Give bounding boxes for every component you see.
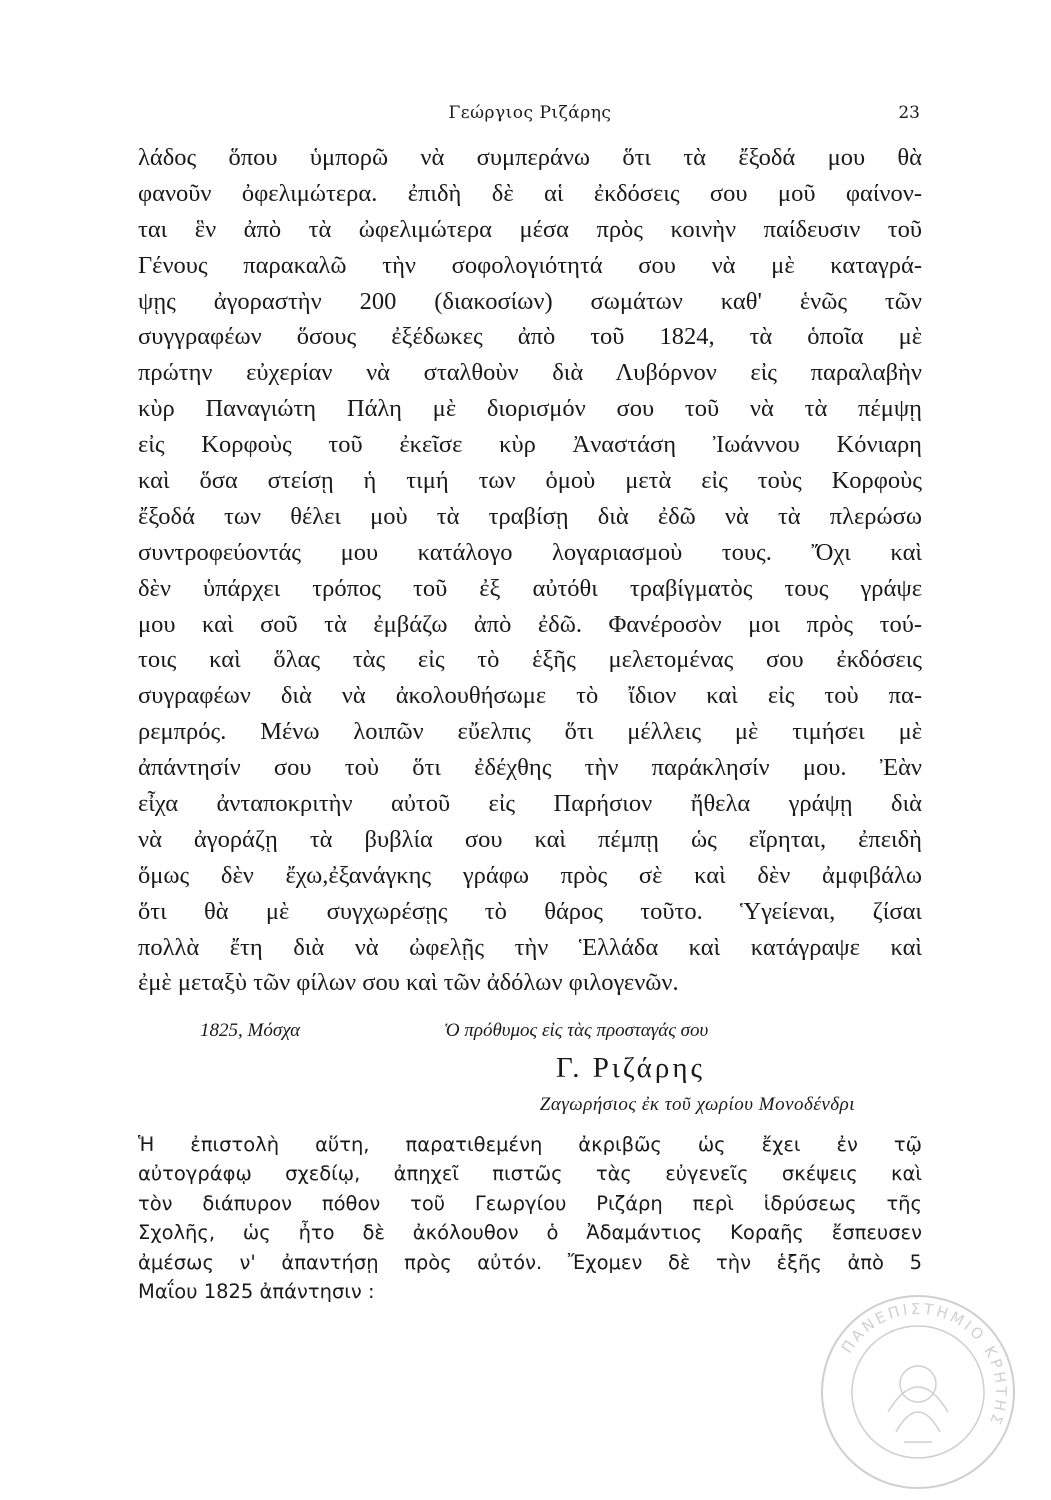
commentary-line: αὐτογράφῳ σχεδίῳ, ἀπηχεῖ πιστῶς τὰς εὐγενεῖς σκέψεις καὶ: [138, 1162, 922, 1186]
running-title: Γεώργιος Ριζάρης: [448, 103, 612, 123]
letter-line: εἰς Κορφοὺς τοῦ ἐκεῖσε κὺρ Ἀναστάση Ἰωάννου Κόνιαρη: [138, 431, 922, 459]
letter-body: [138, 140, 922, 1001]
seal-emblem: [888, 1366, 948, 1442]
letter-line: μου καὶ σοῦ τὰ ἐμβάζω ἀπὸ ἐδῶ. Φανέροσὸν μοι πρὸς τού-: [138, 610, 922, 638]
letter-line: τοις καὶ ὅλας τὰς εἰς τὸ ἑξῆς μελετομένας σου ἐκδόσεις: [138, 646, 922, 674]
seal-inner-ring: [852, 1326, 984, 1458]
commentary-line: ἀμέσως ν' ἀπαντήσῃ πρὸς αὐτόν. Ἔχομεν δὲ τὴν ἑξῆς ἀπὸ 5: [138, 1250, 922, 1274]
closing-phrase: Ὁ πρόθυμος εἰς τὰς προσταγάς σου: [444, 1020, 709, 1041]
letter-line: ἐμὲ μεταξὺ τῶν φίλων σου καὶ τῶν ἀδόλων φιλογενῶν.: [138, 969, 679, 997]
letter-line: συγγραφέων ὅσους ἐξέδωκες ἀπὸ τοῦ 1824, τὰ ὁποῖα μὲ: [138, 323, 922, 351]
seal-inscription: ΠΑΝΕΠΙΣΤΗΜΙΟ ΚΡΗΤΗΣ: [837, 1299, 1011, 1430]
date-place: 1825, Μόσχα: [200, 1020, 301, 1041]
commentary-line: Σχολῆς, ὡς ἦτο δὲ ἀκόλουθον ὁ Ἀδαμάντιος Κοραῆς ἔσπευσεν: [138, 1221, 922, 1245]
letter-line: Γένους παρακαλῶ τὴν σοφολογιότητά σου νὰ μὲ καταγρά-: [138, 251, 922, 279]
commentary-paragraph: [138, 1130, 922, 1306]
commentary-line: τὸν διάπυρον πόθον τοῦ Γεωργίου Ριζάρη περὶ ἱδρύσεως τῆς: [138, 1191, 922, 1215]
letter-line: ψῃς ἀγοραστὴν 200 (διακοσίων) σωμάτων καθ' ἑνῶς τῶν: [138, 287, 922, 315]
letter-line: φανοῦν ὀφελιμώτερα. ἐπιδὴ δὲ αἱ ἐκδόσεις σου μοῦ φαίνον-: [138, 179, 922, 207]
letter-line: ἔξοδά των θέλει μοὺ τὰ τραβίσῃ διὰ ἐδῶ νὰ τὰ πλερώσω: [138, 502, 922, 530]
signature-origin: Ζαγωρήσιος ἐκ τοῦ χωρίου Μονοδένδρι: [539, 1094, 855, 1115]
seal-outer-ring: [822, 1296, 1014, 1488]
letter-line: ἀπάντησίν σου τοὺ ὅτι ἐδέχθης τὴν παράκλησίν μου. Ἐὰν: [138, 754, 922, 782]
letter-line: ται ἓν ἀπὸ τὰ ὠφελιμώτερα μέσα πρὸς κοινὴν παίδευσιν τοῦ: [138, 215, 922, 243]
letter-line: δὲν ὑπάρχει τρόπος τοῦ ἐξ αὐτόθι τραβίγματὸς τους γράψε: [138, 574, 922, 602]
closing-row: [138, 1018, 922, 1048]
letter-line: ρεμπρός. Μένω λοιπῶν εὔελπις ὅτι μέλλεις μὲ τιμήσει μὲ: [138, 718, 922, 746]
letter-line: καὶ ὅσα στείσῃ ἡ τιμή των ὁμοὺ μετὰ εἰς τοὺς Κορφοὺς: [138, 467, 922, 495]
letter-line: πρώτην εὐχερίαν νὰ σταλθοὺν διὰ Λυβόρνον εἰς παραλαβὴν: [138, 359, 922, 387]
library-seal: [818, 1292, 1018, 1492]
commentary-line: Ἡ ἐπιστολὴ αὕτη, παρατιθεμένη ἀκριβῶς ὡς ἔχει ἐν τῷ: [138, 1133, 922, 1156]
running-head: [140, 101, 920, 125]
letter-line: κὺρ Παναγιώτη Πάλη μὲ διορισμόν σου τοῦ νὰ τὰ πέμψῃ: [138, 395, 922, 423]
signature: Γ. Ριζάρης: [556, 1052, 705, 1084]
letter-line: νὰ ἀγοράζῃ τὰ βυβλία σου καὶ πέμπῃ ὡς εἴρηται, ἐπειδὴ: [138, 825, 922, 853]
letter-line: συγραφέων διὰ νὰ ἀκολουθήσωμε τὸ ἴδιον καὶ εἰς τοὺ πα-: [138, 682, 922, 710]
letter-line: εἶχα ἀνταποκριτὴν αὐτοῦ εἰς Παρήσιον ἤθελα γράψῃ διὰ: [138, 790, 922, 818]
page-number: 23: [898, 103, 920, 123]
letter-line: πολλὰ ἔτη διὰ νὰ ὠφελῇς τὴν Ἑλλάδα καὶ κατάγραψε καὶ: [138, 933, 922, 961]
commentary-line: Μαΐου 1825 ἀπάντησιν :: [138, 1279, 375, 1303]
letter-line: συντροφεύοντάς μου κατάλογο λογαριασμοὺ τους. Ὄχι καὶ: [138, 538, 922, 566]
letter-line: ὅμως δὲν ἔχω,ἐξανάγκης γράφω πρὸς σὲ καὶ δὲν ἀμφιβάλω: [138, 861, 922, 889]
letter-line: λάδος ὅπου ὑμπορῶ νὰ συμπεράνω ὅτι τὰ ἔξοδά μου θὰ: [138, 144, 922, 171]
letter-line: ὅτι θὰ μὲ συγχωρέσῃς τὸ θάρος τοῦτο. Ὑγείεναι, ζίσαι: [138, 897, 922, 925]
